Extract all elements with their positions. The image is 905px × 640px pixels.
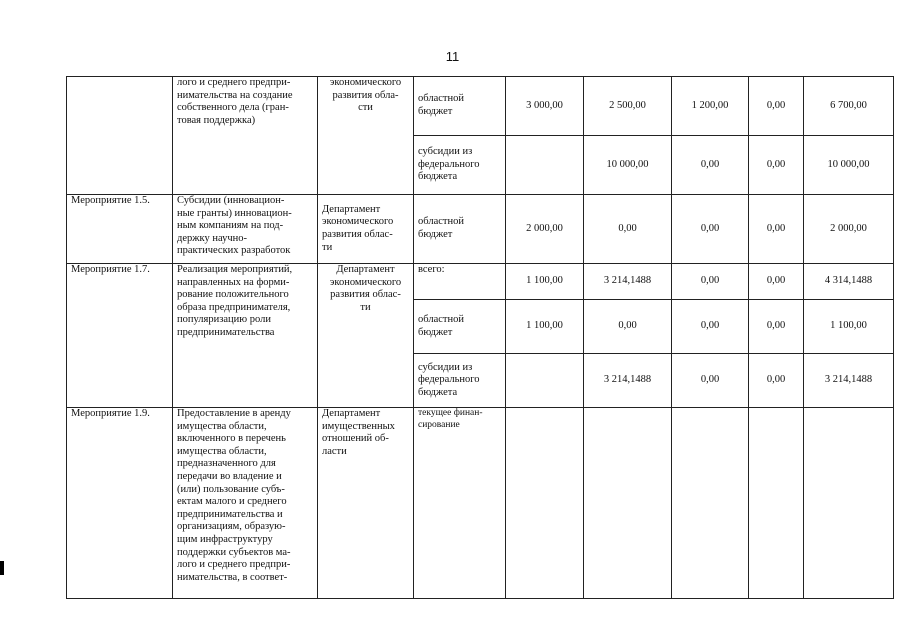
description-cell: Субсидии (инновацион- ные гранты) инновацион- ным компаниям на под- держку научно- практических разработок <box>173 195 318 264</box>
event-cell: Мероприятие 1.9. <box>67 408 173 599</box>
value-cell: 0,00 <box>749 264 804 300</box>
total-cell: 6 700,00 <box>804 77 894 136</box>
value-cell: 10 000,00 <box>584 136 672 195</box>
value-cell: 0,00 <box>749 136 804 195</box>
value-cell: 0,00 <box>672 136 749 195</box>
value-cell <box>584 408 672 599</box>
value-cell: 0,00 <box>584 195 672 264</box>
value-cell: 2 000,00 <box>506 195 584 264</box>
value-cell: 1 100,00 <box>506 300 584 354</box>
table-row <box>67 77 894 136</box>
value-cell <box>506 136 584 195</box>
source-cell: текущее финан- сирование <box>414 408 506 599</box>
source-cell: субсидии из федерального бюджета <box>414 136 506 195</box>
scan-edge-mark <box>0 561 4 575</box>
value-cell: 3 000,00 <box>506 77 584 136</box>
total-cell: 1 100,00 <box>804 300 894 354</box>
value-cell: 0,00 <box>749 300 804 354</box>
value-cell <box>672 408 749 599</box>
value-cell: 0,00 <box>672 195 749 264</box>
executor-cell: экономического развития обла- сти <box>318 77 414 195</box>
description-cell: Реализация мероприятий, направленных на форми- рование положительного образа предпринимателя, популяризацию роли предпринимательства <box>173 264 318 408</box>
executor-cell: Департамент экономического развития облас- ти <box>318 264 414 408</box>
source-cell: субсидии из федерального бюджета <box>414 354 506 408</box>
total-cell: 2 000,00 <box>804 195 894 264</box>
value-cell: 0,00 <box>749 354 804 408</box>
value-cell: 2 500,00 <box>584 77 672 136</box>
value-cell: 1 100,00 <box>506 264 584 300</box>
table-row <box>67 408 894 599</box>
total-cell: 4 314,1488 <box>804 264 894 300</box>
value-cell: 0,00 <box>672 264 749 300</box>
source-cell: областной бюджет <box>414 300 506 354</box>
value-cell: 0,00 <box>749 77 804 136</box>
table-row <box>67 195 894 264</box>
total-cell: 3 214,1488 <box>804 354 894 408</box>
value-cell: 0,00 <box>672 354 749 408</box>
description-cell: Предоставление в аренду имущества области, включенного в перечень имущества области, предназначенного для передачи во владение и (или) пользование субъ- ектам малого и среднего предпринимательства и организациям, образую- щим инфраструктуру поддержки субъектов ма- лого и среднего предпри- нимательства, в соответ- <box>173 408 318 599</box>
page-number: 11 <box>445 49 460 64</box>
event-cell <box>67 77 173 195</box>
value-cell: 3 214,1488 <box>584 264 672 300</box>
executor-cell: Департамент экономического развития облас- ти <box>318 195 414 264</box>
total-cell: 10 000,00 <box>804 136 894 195</box>
description-cell: лого и среднего предпри- нимательства на создание собственного дела (гран- товая поддержка) <box>173 77 318 195</box>
event-cell: Мероприятие 1.5. <box>67 195 173 264</box>
source-cell: всего: <box>414 264 506 300</box>
event-cell: Мероприятие 1.7. <box>67 264 173 408</box>
total-cell <box>804 408 894 599</box>
source-cell: областной бюджет <box>414 195 506 264</box>
value-cell: 0,00 <box>749 195 804 264</box>
funding-table <box>66 76 894 599</box>
source-cell: областной бюджет <box>414 77 506 136</box>
value-cell <box>506 408 584 599</box>
table-row <box>67 264 894 300</box>
value-cell: 0,00 <box>584 300 672 354</box>
value-cell: 3 214,1488 <box>584 354 672 408</box>
value-cell: 0,00 <box>672 300 749 354</box>
value-cell <box>749 408 804 599</box>
value-cell <box>506 354 584 408</box>
executor-cell: Департамент имущественных отношений об- ласти <box>318 408 414 599</box>
value-cell: 1 200,00 <box>672 77 749 136</box>
